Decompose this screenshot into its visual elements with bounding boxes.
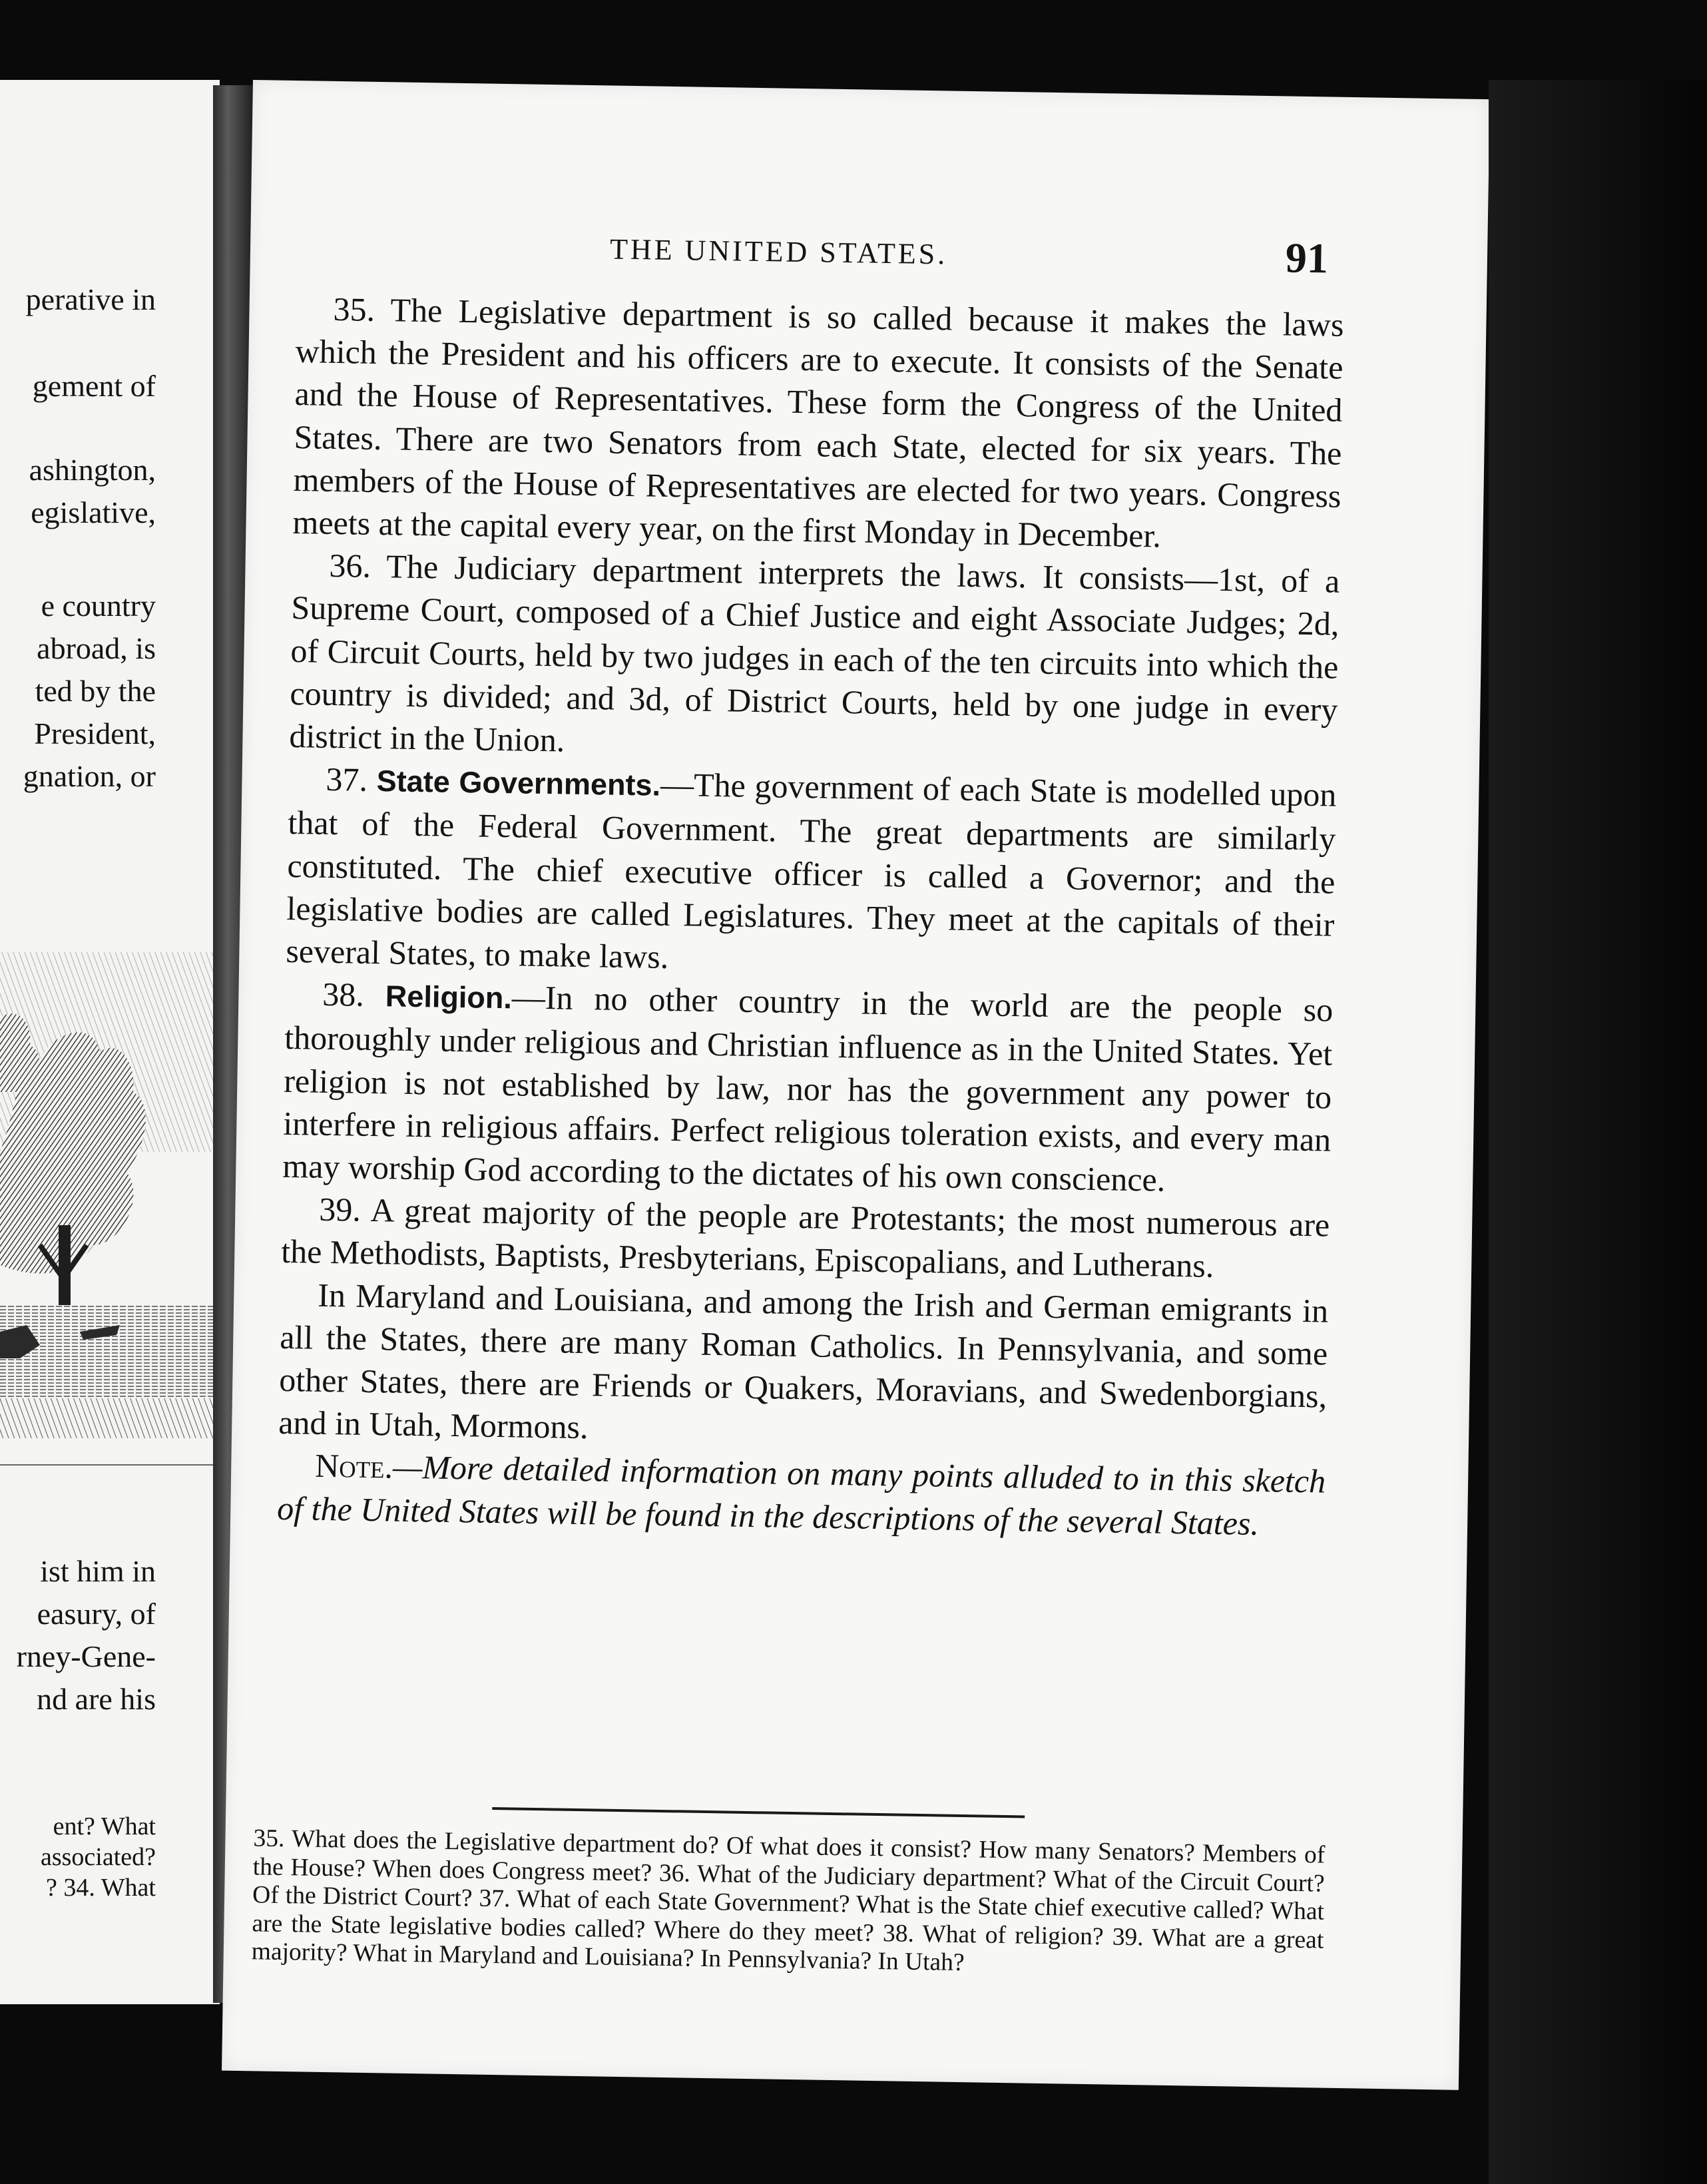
paragraph-37-heading: State Governments. <box>376 764 661 802</box>
left-line: gement of <box>32 369 156 403</box>
left-line: nd are his <box>37 1682 156 1716</box>
left-line: perative in <box>25 282 156 316</box>
left-line: ashington, <box>29 453 156 487</box>
page-91 <box>222 80 1490 2090</box>
left-facing-page <box>0 80 220 2004</box>
paragraph-37 <box>286 757 1337 989</box>
left-line: ist him in <box>40 1554 156 1588</box>
paragraph-38-text: —In no other country in the world are the people so thoroughly under religious and Christian influence as in the United States. Yet religion is not established by law, nor has the government any power to interfere in religious affairs. Perfect religious toleration exists, and every man may worship God according to the dictates of his own conscience. <box>282 978 1334 1199</box>
note-paragraph <box>277 1444 1326 1545</box>
left-line: egislative, <box>31 495 156 529</box>
paragraph-35 <box>292 287 1344 560</box>
paragraph-38-heading: Religion. <box>385 979 513 1015</box>
note-text: —More detailed information on many points alluded to in this sketch of the United States will be found in the descriptions of the several States. <box>276 1448 1326 1542</box>
paragraph-36 <box>289 543 1340 774</box>
paragraph-catholics <box>278 1273 1329 1461</box>
page-body <box>277 287 1344 1545</box>
paragraph-catholics-text: In Maryland and Louisiana, and among the Irish and German emigrants in all the States, there are many Roman Catholics. In Pennsylvania, and some other States, there are Friends or Quakers, Moravians, and Swedenborgians, and in Utah, Mormons. <box>278 1276 1329 1446</box>
review-questions: 35. What does the Legislative department do? Of what does it consist? How many Senators? Members of the House? When does Congress meet? 36. What of the Judiciary department? What of the Circuit Court? Of the District Court? 37. What of each State Government? What is the State chief executive called? What are the State legislative bodies called? Where do they meet? 38. What of religion? 39. What are a great majority? What in Maryland and Louisiana? In Pennsylvania? In Utah? <box>251 1824 1326 1977</box>
paragraph-38 <box>282 972 1334 1204</box>
left-question-line: ? 34. What <box>46 1874 156 1902</box>
note-label: Note. <box>314 1447 393 1486</box>
paragraph-36-text: 36. The Judiciary department interprets the laws. It consists—1st, of a Supreme Court, composed of a Chief Justice and eight Associate Judges; 2d, of Circuit Courts, held by two judges in each of the ten circuits into which the country is divided; and 3d, of District Courts, held by one judge in every district in the Union. <box>289 547 1340 759</box>
left-line: abroad, is <box>37 631 156 665</box>
left-question-line: ent? What <box>53 1812 156 1840</box>
page-number: 91 <box>1285 234 1329 282</box>
footnote-divider <box>492 1807 1025 1818</box>
paragraph-39 <box>281 1187 1330 1289</box>
paragraph-38-number: 38. <box>322 975 365 1014</box>
paragraph-35-text: 35. The Legislative department is so called because it makes the laws which the President and his officers are to execute. It consists of the Senate and the House of Representatives. These form the Congress of the United States. There are two Senators from each State, elected for six years. The members of the House of Representatives are elected for two years. Congress meets at the capital every year, on the first Monday in December. <box>292 290 1344 555</box>
left-line: President, <box>34 716 156 750</box>
page-edge-shadow <box>1489 80 1707 2184</box>
left-question-line: associated? <box>40 1843 156 1871</box>
left-line: ted by the <box>35 674 156 708</box>
running-header: THE UNITED STATES. <box>609 232 948 271</box>
paragraph-37-text: —The government of each State is modelled upon that of the Federal Government. The great departments are similarly constituted. The chief executive officer is called a Governor; and the legislative bodies are called Legislatures. They meet at the capitals of their several States, to make laws. <box>286 765 1337 976</box>
left-line: e country <box>41 589 156 623</box>
left-line: easury, of <box>37 1597 156 1631</box>
left-line: gnation, or <box>23 759 156 793</box>
paragraph-39-text: 39. A great majority of the people are Protestants; the most numerous are the Methodists, Baptists, Presbyterians, Episcopalians, and Lutherans. <box>280 1191 1330 1285</box>
paragraph-37-number: 37. <box>326 760 368 799</box>
tree-engraving-illustration <box>0 932 220 1571</box>
left-line: rney-Gene- <box>16 1639 156 1673</box>
